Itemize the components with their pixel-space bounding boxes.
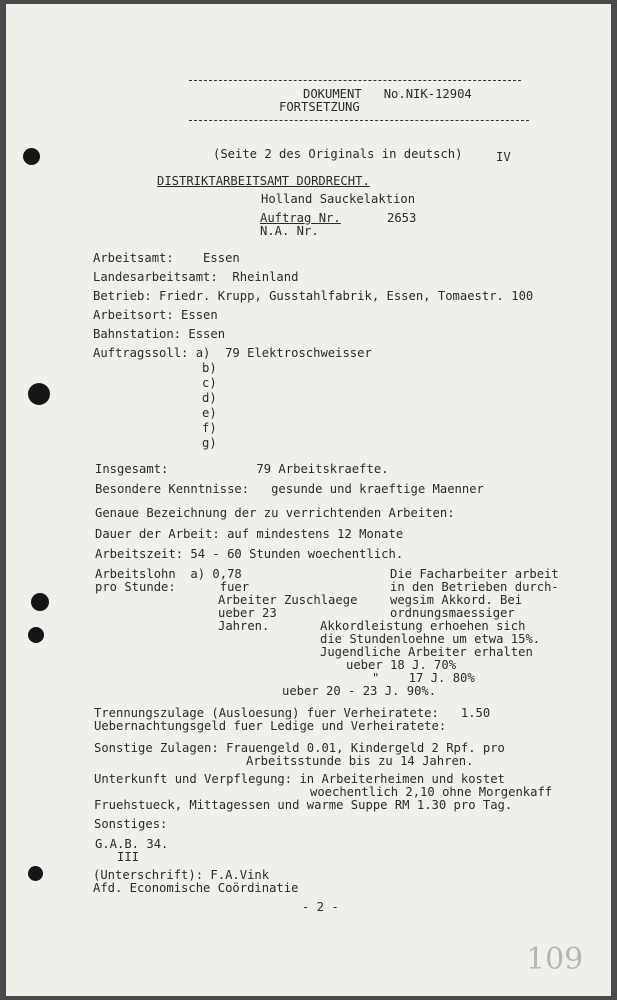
piecework-line-3: wegsim Akkord. Bei <box>390 593 523 607</box>
field-auftragssoll: Auftragssoll: a) 79 Elektroschweisser <box>93 346 372 360</box>
field-unterkunft-3: Fruehstueck, Mittagessen und warme Suppe RM 1.30 pro Tag. <box>94 798 513 812</box>
header-rule-top <box>189 80 521 81</box>
field-insgesamt: Insgesamt: 79 Arbeitskraefte. <box>95 462 389 476</box>
archive-pencil-number: 109 <box>526 942 584 977</box>
field-unterkunft-2: woechentlich 2,10 ohne Morgenkaff <box>310 785 553 799</box>
signature-line: (Unterschrift): F.A.Vink <box>93 868 270 882</box>
punch-hole-3 <box>31 593 49 611</box>
field-landesarbeitsamt: Landesarbeitsamt: Rheinland <box>93 270 299 284</box>
field-arbeitsort: Arbeitsort: Essen <box>93 308 218 322</box>
wage-line-5: Jahren. <box>218 619 270 633</box>
order-number: 2653 <box>387 211 417 225</box>
header-rule-bottom <box>189 120 529 121</box>
bonus-line-2: die Stundenloehne um etwa 15%. <box>320 632 541 646</box>
punch-hole-1 <box>23 148 40 165</box>
piecework-line-4: ordnungsmaessiger <box>390 606 515 620</box>
wage-line-2: pro Stunde: fuer <box>95 580 250 594</box>
sub-c: c) <box>202 376 217 390</box>
na-label: N.A. Nr. <box>260 224 319 238</box>
document-page <box>6 4 611 996</box>
continuation-label: FORTSETZUNG <box>279 100 360 114</box>
sub-d: d) <box>202 391 217 405</box>
field-trennungszulage: Trennungszulage (Ausloesung) fuer Verheiratete: 1.50 <box>94 706 491 720</box>
field-arbeitsamt: Arbeitsamt: Essen <box>93 251 240 265</box>
sub-g: g) <box>202 436 217 450</box>
office-title: DISTRIKTARBEITSAMT DORDRECHT. <box>157 174 370 188</box>
punch-hole-5 <box>28 866 43 881</box>
order-label: Auftrag Nr. <box>260 211 341 225</box>
bonus-line-1: Akkordleistung erhoehen sich <box>320 619 526 633</box>
document-number: DOKUMENT No.NIK-12904 <box>303 87 472 101</box>
field-betrieb: Betrieb: Friedr. Krupp, Gusstahlfabrik, Essen, Tomaestr. 100 <box>93 289 534 303</box>
piecework-line-1: Die Facharbeiter arbeit <box>390 567 559 581</box>
reference-iii: III <box>117 850 140 864</box>
wage-line-4: ueber 23 <box>218 606 277 620</box>
field-sonstige-zulagen-2: Arbeitsstunde bis zu 14 Jahren. <box>246 754 474 768</box>
punch-hole-2 <box>28 383 50 405</box>
field-unterkunft: Unterkunft und Verpflegung: in Arbeiterheimen und kostet <box>94 772 505 786</box>
field-arbeitszeit: Arbeitszeit: 54 - 60 Stunden woechentlich. <box>95 547 404 561</box>
youth-rate-20-23: ueber 20 - 23 J. 90%. <box>282 684 437 698</box>
field-sonstige-zulagen: Sonstige Zulagen: Frauengeld 0.01, Kindergeld 2 Rpf. pro <box>94 741 505 755</box>
roman-numeral: IV <box>496 150 511 164</box>
field-dauer: Dauer der Arbeit: auf mindestens 12 Monate <box>95 527 404 541</box>
sub-b: b) <box>202 361 217 375</box>
youth-rate-18: ueber 18 J. 70% <box>346 658 457 672</box>
page-number: - 2 - <box>302 900 339 914</box>
wage-line-1: Arbeitslohn a) 0,78 <box>95 567 242 581</box>
youth-rate-17: " 17 J. 80% <box>372 671 475 685</box>
field-bezeichnung: Genaue Bezeichnung der zu verrichtenden Arbeiten: <box>95 506 455 520</box>
bonus-line-3: Jugendliche Arbeiter erhalten <box>320 645 533 659</box>
wage-line-3: Arbeiter Zuschlaege <box>218 593 358 607</box>
field-bahnstation: Bahnstation: Essen <box>93 327 226 341</box>
field-kenntnisse: Besondere Kenntnisse: gesunde und kraeftige Maenner <box>95 482 484 496</box>
field-sonstiges: Sonstiges: <box>94 817 168 831</box>
original-page-note: (Seite 2 des Originals in deutsch) <box>213 147 463 161</box>
sub-e: e) <box>202 406 217 420</box>
action-name: Holland Sauckelaktion <box>261 192 416 206</box>
punch-hole-4 <box>28 627 44 643</box>
sub-f: f) <box>202 421 217 435</box>
piecework-line-2: in den Betrieben durch- <box>390 580 559 594</box>
field-uebernachtung: Uebernachtungsgeld fuer Ledige und Verheiratete: <box>94 719 447 733</box>
department-line: Afd. Economische Coördinatie <box>93 881 299 895</box>
reference-gab: G.A.B. 34. <box>95 837 169 851</box>
